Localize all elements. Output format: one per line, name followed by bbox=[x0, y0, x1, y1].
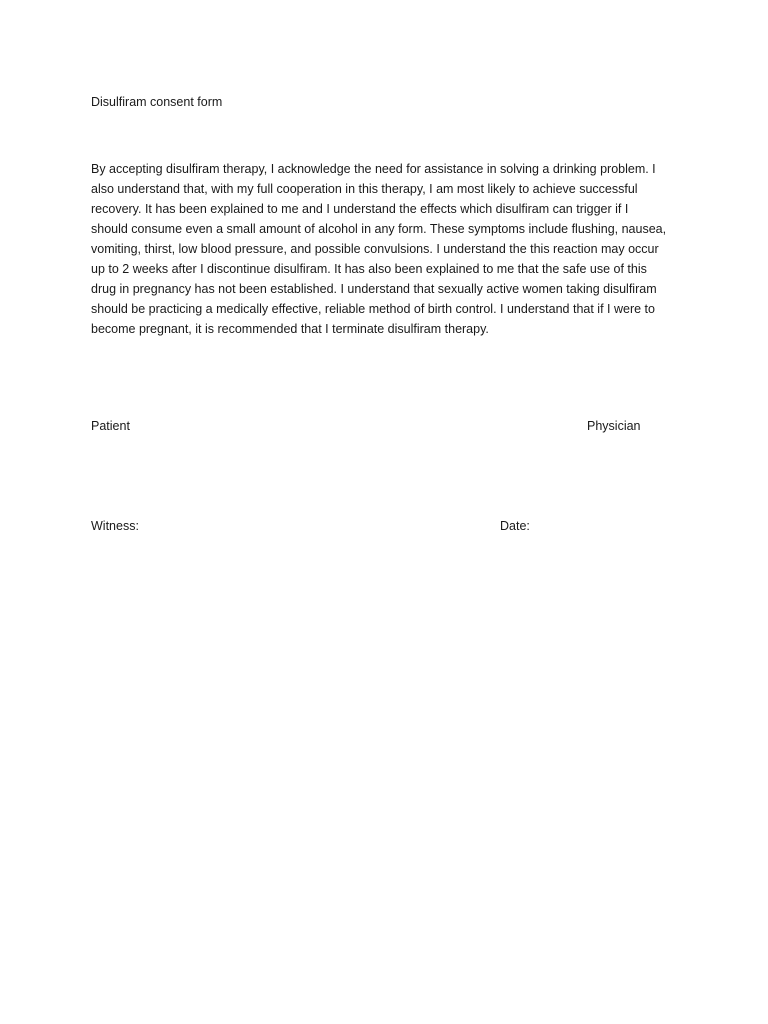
body-line: drug in pregnancy has not been established. I understand that sexually active women taking disulfiram bbox=[91, 282, 657, 296]
body-line: vomiting, thirst, low blood pressure, and possible convulsions. I understand the this reaction may occur bbox=[91, 242, 659, 256]
witness-signature-label: Witness: bbox=[91, 519, 139, 533]
patient-signature-label: Patient bbox=[91, 419, 130, 433]
body-line: recovery. It has been explained to me and I understand the effects which disulfiram can trigger if I bbox=[91, 202, 629, 216]
consent-body bbox=[91, 159, 691, 339]
body-line: By accepting disulfiram therapy, I acknowledge the need for assistance in solving a drinking problem. I bbox=[91, 162, 656, 176]
body-line: should be practicing a medically effective, reliable method of birth control. I understand that if I were to bbox=[91, 302, 655, 316]
physician-signature-label: Physician bbox=[587, 419, 641, 433]
body-line: up to 2 weeks after I discontinue disulfiram. It has also been explained to me that the safe use of this bbox=[91, 262, 647, 276]
document-title: Disulfiram consent form bbox=[91, 95, 223, 109]
body-line: also understand that, with my full cooperation in this therapy, I am most likely to achieve successful bbox=[91, 182, 638, 196]
body-line: become pregnant, it is recommended that I terminate disulfiram therapy. bbox=[91, 322, 489, 336]
body-line: should consume even a small amount of alcohol in any form. These symptoms include flushing, nausea, bbox=[91, 222, 667, 236]
date-label: Date: bbox=[500, 519, 530, 533]
